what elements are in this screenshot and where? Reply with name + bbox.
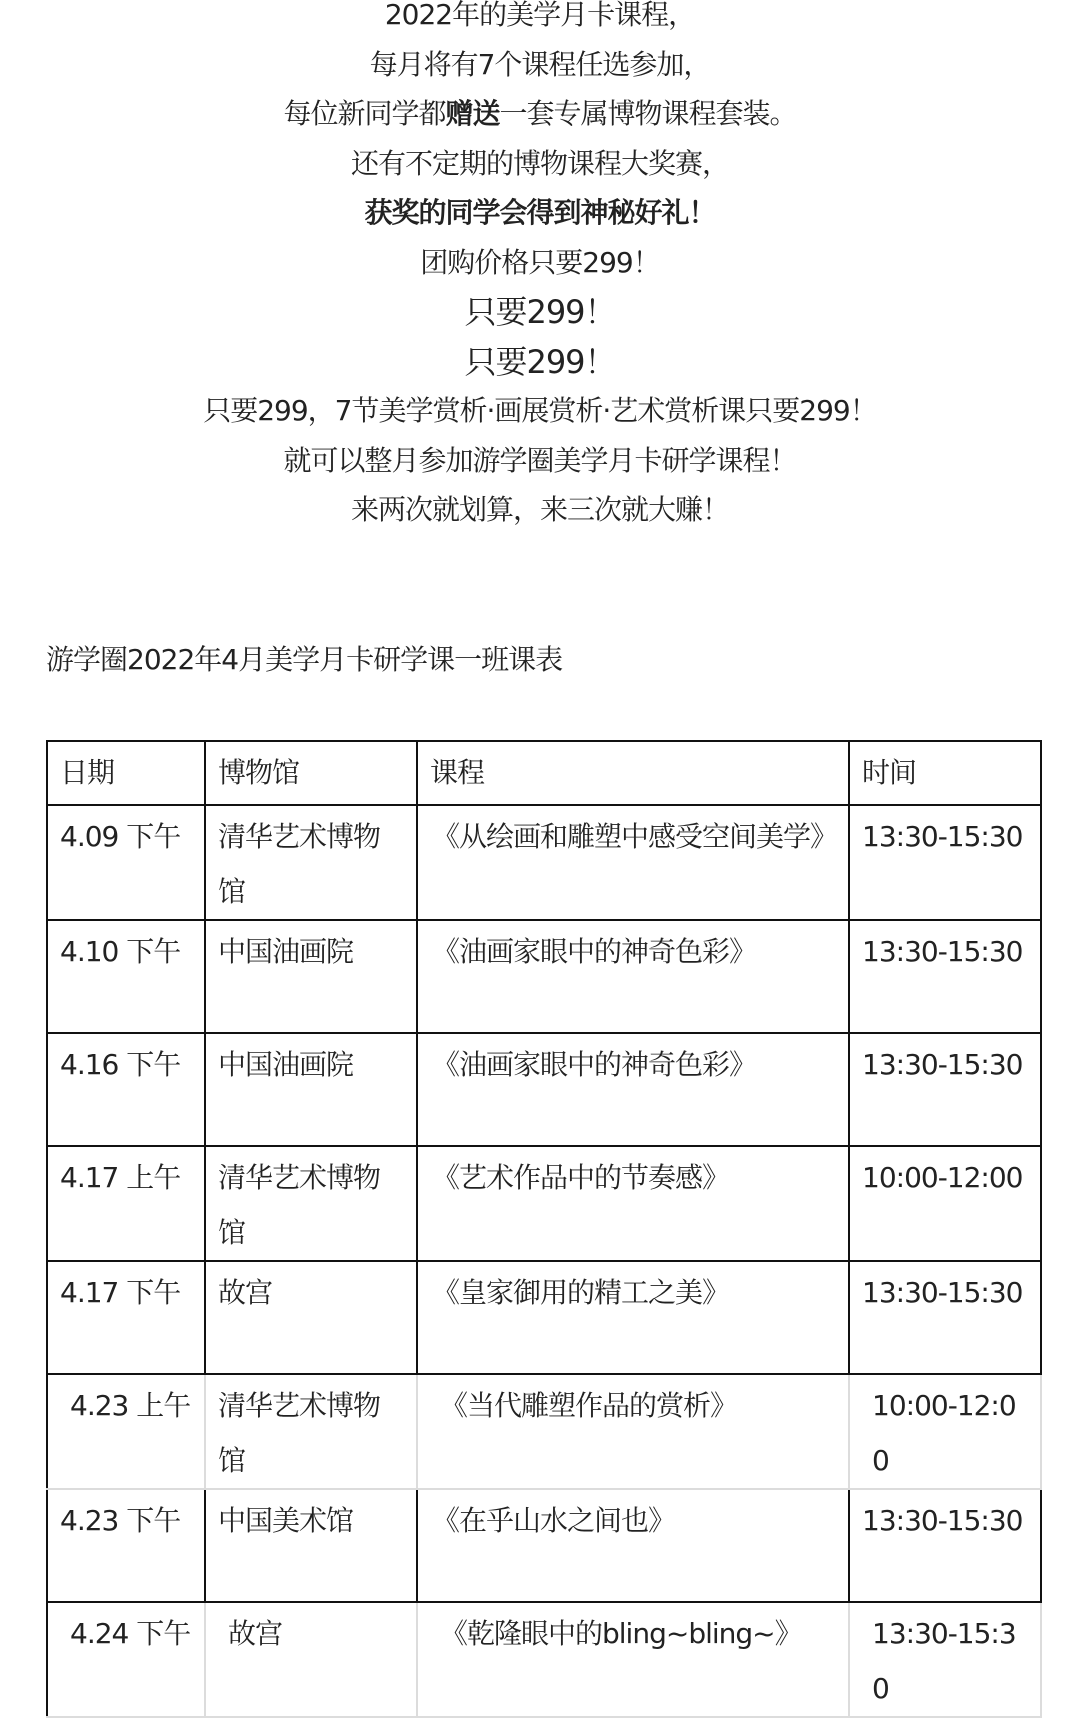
cell-course: 《在乎山水之间也》 (417, 1489, 849, 1602)
table-header-row (47, 741, 1041, 805)
promo-line: 来两次就划算，来三次就大赚！ (350, 493, 729, 526)
cell-museum: 清华艺术博物馆 (205, 805, 417, 920)
promo-line: 只要299，7节美学赏析·画展赏析·艺术赏析课只要299！ (203, 394, 877, 427)
schedule-title: 游学圈2022年4月美学月卡研学课一班课表 (46, 643, 563, 676)
cell-course: 《皇家御用的精工之美》 (417, 1261, 849, 1374)
header-course: 课程 (417, 741, 849, 805)
header-time: 时间 (849, 741, 1041, 805)
cell-course: 《油画家眼中的神奇色彩》 (417, 920, 849, 1033)
table-row (47, 1374, 1041, 1489)
cell-date: 4.17 上午 (47, 1146, 205, 1261)
table-row (47, 1489, 1041, 1602)
table-row (47, 1033, 1041, 1146)
cell-course: 《从绘画和雕塑中感受空间美学》 (417, 805, 849, 920)
promo-line: 还有不定期的博物课程大奖赛， (350, 146, 729, 180)
table-row (47, 920, 1041, 1033)
cell-museum: 故宫 (205, 1261, 417, 1374)
cell-date: 4.10 下午 (47, 920, 205, 1033)
header-date: 日期 (47, 741, 205, 805)
schedule-table (46, 740, 1042, 1718)
cell-course: 《艺术作品中的节奏感》 (417, 1146, 849, 1261)
cell-time: 13:30-15:30 (849, 1033, 1041, 1146)
cell-date: 4.24 下午 (47, 1602, 205, 1717)
promo-text: 一套专属博物课程套装。 (499, 97, 797, 130)
promo-line-prize (0, 198, 1080, 248)
promo-line: 就可以整月参加游学圈美学月卡研学课程！ (283, 443, 797, 477)
promo-line-gift (0, 99, 1080, 149)
cell-date: 4.23 上午 (47, 1374, 205, 1489)
promo-text: 每位新同学都 (283, 97, 446, 130)
promo-line-price: 只要299！ (464, 293, 616, 331)
table-row (47, 1146, 1041, 1261)
cell-time: 13:30-15:30 (849, 1602, 1041, 1717)
cell-date: 4.09 下午 (47, 805, 205, 920)
promo-emphasis: 获奖的同学会得到神秘好礼！ (364, 196, 716, 229)
cell-time: 10:00-12:00 (849, 1374, 1041, 1489)
cell-course: 《当代雕塑作品的赏析》 (417, 1374, 849, 1489)
cell-date: 4.16 下午 (47, 1033, 205, 1146)
cell-museum: 故宫 (205, 1602, 417, 1717)
promo-line-price: 团购价格只要299！ (420, 245, 660, 279)
promo-emphasis: 赠送 (445, 97, 500, 130)
table-row (47, 805, 1041, 920)
promo-line: 2022年的美学月卡课程， (384, 0, 696, 31)
cell-time: 13:30-15:30 (849, 805, 1041, 920)
cell-museum: 中国油画院 (205, 1033, 417, 1146)
promo-line-price: 只要299！ (464, 342, 616, 381)
cell-course: 《乾隆眼中的bling~bling~》 (417, 1602, 849, 1717)
cell-museum: 中国油画院 (205, 920, 417, 1033)
promo-line: 每月将有7个课程任选参加， (369, 47, 711, 81)
cell-date: 4.17 下午 (47, 1261, 205, 1374)
cell-time: 13:30-15:30 (849, 1261, 1041, 1374)
header-museum: 博物馆 (205, 741, 417, 805)
cell-time: 10:00-12:00 (849, 1146, 1041, 1261)
promo-text-block (0, 0, 1080, 545)
cell-museum: 清华艺术博物馆 (205, 1374, 417, 1489)
cell-course: 《油画家眼中的神奇色彩》 (417, 1033, 849, 1146)
cell-time: 13:30-15:30 (849, 920, 1041, 1033)
cell-museum: 清华艺术博物馆 (205, 1146, 417, 1261)
cell-date: 4.23 下午 (47, 1489, 205, 1602)
cell-museum: 中国美术馆 (205, 1489, 417, 1602)
table-row (47, 1261, 1041, 1374)
table-row (47, 1602, 1041, 1717)
cell-time: 13:30-15:30 (849, 1489, 1041, 1602)
